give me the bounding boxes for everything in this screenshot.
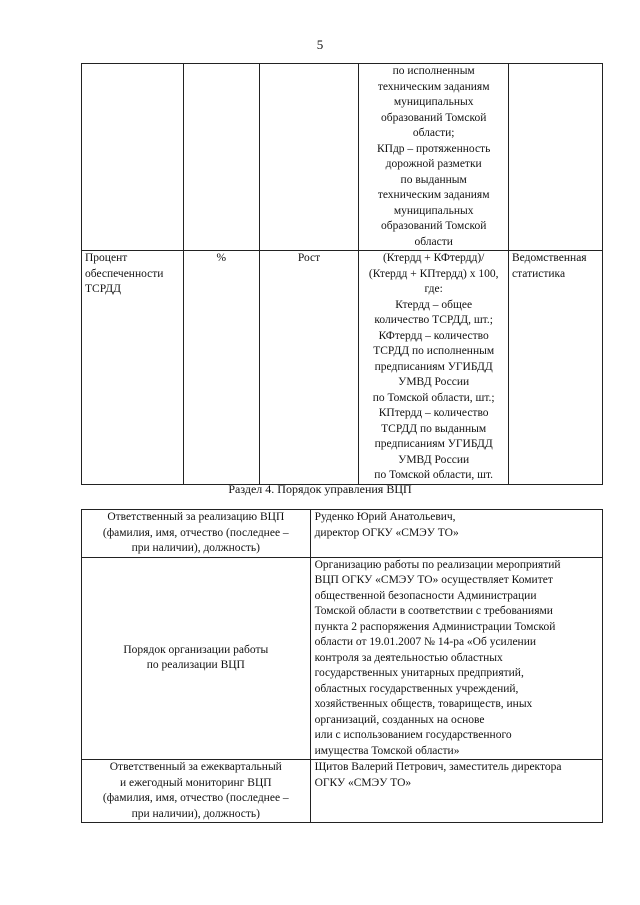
- text-line: ТСРДД по выданным: [381, 422, 487, 435]
- text-line: общественной безопасности Администрации: [314, 589, 537, 602]
- formula-cell: [359, 251, 509, 485]
- text-line: обеспеченности: [85, 267, 164, 280]
- section-heading: Раздел 4. Порядок управления ВЦП: [228, 482, 412, 496]
- source-cell: [509, 251, 603, 485]
- text-line: области;: [412, 127, 455, 139]
- text-line: хозяйственных обществ, товариществ, иных: [314, 698, 533, 710]
- text-line: Ответственный за реализацию ВЦП: [107, 511, 285, 523]
- text-line: Щитов Валерий Петрович, заместитель директора: [314, 761, 562, 773]
- text-line: (фамилия, имя, отчество (последнее –: [102, 792, 289, 804]
- table-cell: [259, 64, 359, 251]
- text-line: УМВД России: [398, 376, 470, 388]
- value-cell: [310, 557, 602, 760]
- text-line: государственных унитарных предприятий,: [314, 667, 524, 679]
- text-line: контроля за деятельностью областных: [314, 651, 503, 664]
- table-cell: [183, 64, 259, 251]
- text-line: Томской области в соответствии с требованиями: [314, 605, 553, 617]
- indicators-table: [81, 63, 603, 485]
- table-row: [82, 251, 603, 485]
- text-line: Руденко Юрий Анатольевич,: [314, 511, 456, 523]
- text-line: имущества Томской области»: [314, 744, 460, 757]
- indicator-name-cell: [82, 251, 184, 485]
- value-cell: [310, 510, 602, 558]
- table-cell: [82, 64, 184, 251]
- text-line: Организацию работы по реализации мероприятий: [314, 558, 561, 571]
- text-line: ТСРДД по исполненным: [373, 345, 495, 357]
- text-line: где:: [424, 283, 443, 295]
- page-number: 5: [316, 37, 324, 52]
- text-line: Ктердд – общее: [395, 298, 473, 311]
- text-line: КПдр – протяженность: [376, 142, 491, 155]
- label-cell: [82, 510, 311, 558]
- text-line: ВЦП ОГКУ «СМЭУ ТО» осуществляет Комитет: [314, 574, 553, 586]
- text-line: дорожной разметки: [385, 158, 482, 170]
- text-line: техническим заданиям: [377, 189, 490, 201]
- management-table: [81, 509, 603, 823]
- text-line: образований Томской: [380, 111, 487, 124]
- text-line: или с использованием государственного: [314, 729, 512, 741]
- text-line: и ежегодный мониторинг ВЦП: [120, 776, 272, 789]
- table-cell: [509, 64, 603, 251]
- value-cell: [310, 760, 602, 823]
- label-cell: [82, 760, 311, 823]
- formula-cell: [359, 64, 509, 251]
- text-line: по выданным: [400, 173, 467, 186]
- text-line: Процент: [85, 252, 128, 264]
- text-line: при наличии), должность): [131, 807, 260, 820]
- label-cell: [82, 557, 311, 760]
- text-line: по Томской области, шт.;: [372, 391, 495, 404]
- unit-cell: %: [183, 251, 259, 485]
- text-line: по исполненным: [392, 65, 475, 77]
- text-line: организаций, созданных на основе: [314, 713, 485, 726]
- table-row: [82, 64, 603, 251]
- text-line: (Ктердд + КПтердд) x 100,: [368, 267, 499, 280]
- text-line: статистика: [512, 267, 566, 280]
- text-line: области: [414, 235, 453, 248]
- text-line: области от 19.01.2007 № 14-ра «Об усилении: [314, 636, 537, 648]
- text-line: ТСРДД: [85, 283, 121, 295]
- text-line: техническим заданиям: [377, 80, 490, 93]
- text-line: количество ТСРДД, шт.;: [374, 314, 493, 326]
- text-line: пункта 2 распоряжения Администрации Томской: [314, 620, 556, 633]
- text-line: муниципальных: [393, 204, 474, 217]
- text-line: КПтердд – количество: [378, 407, 489, 419]
- text-line: предписаниям УГИБДД: [374, 438, 493, 450]
- table-row: [82, 557, 603, 760]
- table-row: [82, 760, 603, 823]
- text-line: (фамилия, имя, отчество (последнее –: [102, 526, 289, 539]
- text-line: областных государственных учреждений,: [314, 682, 519, 695]
- text-line: по реализации ВЦП: [146, 659, 245, 672]
- text-line: КФтердд – количество: [378, 329, 489, 342]
- text-line: Ответственный за ежеквартальный: [109, 761, 282, 773]
- text-line: (Ктердд + КФтердд)/: [382, 252, 485, 264]
- text-line: образований Томской: [380, 220, 487, 232]
- text-line: предписаниям УГИБДД: [374, 360, 493, 373]
- text-line: Ведомственная: [512, 252, 587, 264]
- text-line: по Томской области, шт.: [374, 469, 494, 481]
- text-line: ОГКУ «СМЭУ ТО»: [314, 776, 412, 789]
- trend-cell: Рост: [259, 251, 359, 485]
- text-line: муниципальных: [393, 96, 474, 108]
- table-row: [82, 510, 603, 558]
- text-line: при наличии), должность): [131, 542, 260, 554]
- text-line: УМВД России: [398, 453, 470, 466]
- text-line: Порядок организации работы: [123, 643, 269, 656]
- text-line: директор ОГКУ «СМЭУ ТО»: [314, 526, 459, 539]
